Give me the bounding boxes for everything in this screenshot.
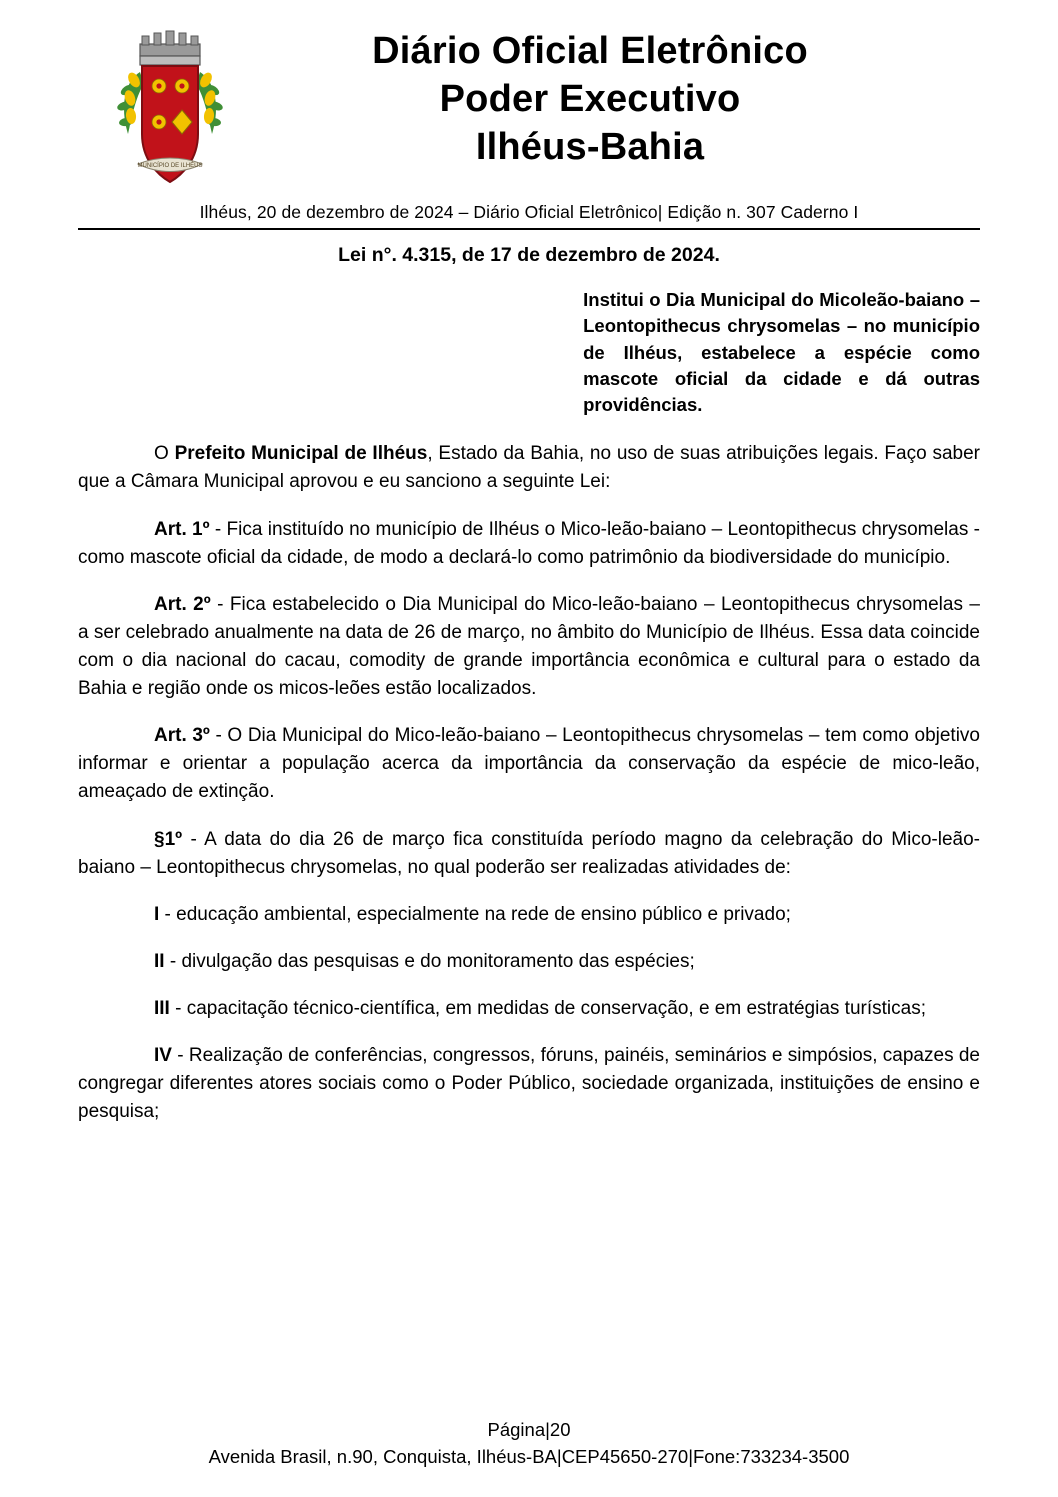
page-spacer <box>78 1126 980 1417</box>
paragraph-label: Art. 1º <box>154 518 210 540</box>
title-line-1: Diário Oficial Eletrônico <box>372 30 808 72</box>
paragraph-inciso-ii <box>78 948 980 976</box>
ementa-block <box>78 287 980 418</box>
paragraph-inciso-iii <box>78 995 980 1023</box>
paragraph-label: Prefeito Municipal de Ilhéus <box>174 443 428 465</box>
paragraph-text: - O Dia Municipal do Mico-leão-baiano – Leontopithecus chrysomelas – tem como objetivo informar e orientar a população acerca da importância da conservação da espécie de mico-leão, ameaçado de extinção. <box>78 725 980 803</box>
paragraph-text: - A data do dia 26 de março fica constituída período magno da celebração do Mico-leão-baiano – Leontopithecus chrysomelas, no qual poderão ser realizadas atividades de: <box>78 828 980 878</box>
paragraph-text: - Fica instituído no município de Ilhéus o Mico-leão-baiano – Leontopithecus chrysomelas - como mascote oficial da cidade, de modo a declará-lo como patrimônio da biodiversidade do município. <box>78 518 980 568</box>
masthead-titles <box>234 28 980 172</box>
paragraph-text: , Estado da Bahia, no uso de suas atribuições legais. Faço saber que a Câmara Municipal aprovou e eu sanciono a seguinte Lei: <box>78 443 980 493</box>
paragraph-paragrafo-1 <box>78 826 980 882</box>
paragraph-text: - Fica estabelecido o Dia Municipal do Mico-leão-baiano – Leontopithecus chrysomelas – a ser celebrado anualmente na data de 26 de março, no âmbito do Município de Ilhéus. Essa data coincide com o dia nacional do cacau, comodity de grande importância econômica e cultural para o estado da Bahia e região onde os micos-leões estão localizados. <box>78 593 980 700</box>
paragraph-text: - educação ambiental, especialmente na rede de ensino público e privado; <box>159 903 791 925</box>
paragraph-text: - Realização de conferências, congressos, fóruns, painéis, seminários e simpósios, capazes de congregar diferentes atores sociais como o Poder Público, sociedade organizada, instituições de ensino e pesquisa; <box>78 1045 980 1123</box>
title-line-2: Poder Executivo <box>439 77 741 120</box>
paragraph-inciso-iv <box>78 1042 980 1126</box>
footer-page-number: Página|20 <box>487 1419 571 1441</box>
title-line-3: Ilhéus-Bahia <box>475 125 705 168</box>
paragraph-label: Art. 3º <box>154 725 210 747</box>
paragraph-preambulo <box>78 440 980 496</box>
paragraph-label: Art. 2º <box>154 593 211 615</box>
paragraph-label: III <box>154 997 170 1019</box>
paragraph-art-2 <box>78 591 980 703</box>
law-body <box>78 440 980 1126</box>
paragraph-label: IV <box>154 1045 172 1067</box>
edition-line: Ilhéus, 20 de dezembro de 2024 – Diário Oficial Eletrônico| Edição n. 307 Caderno I <box>78 202 980 230</box>
footer-address: Avenida Brasil, n.90, Conquista, Ilhéus-BA|CEP45650-270|Fone:733234-3500 <box>208 1446 850 1468</box>
svg-text:MUNICÍPIO DE ILHÉUS: MUNICÍPIO DE ILHÉUS <box>137 163 203 169</box>
paragraph-art-1 <box>78 516 980 572</box>
page-footer <box>78 1417 980 1477</box>
paragraph-inciso-i <box>78 901 980 929</box>
ementa-text: Institui o Dia Municipal do Micoleão-baiano – Leontopithecus chrysomelas – no município de Ilhéus, estabelece a espécie como mascote oficial da cidade e dá outras providências. <box>583 289 980 416</box>
law-title: Lei n°. 4.315, de 17 de dezembro de 2024. <box>338 244 720 266</box>
coat-of-arms-icon <box>114 30 226 198</box>
paragraph-label: II <box>154 950 165 972</box>
masthead <box>78 28 980 198</box>
paragraph-art-3 <box>78 722 980 806</box>
paragraph-label: §1º <box>154 828 183 850</box>
paragraph-text: O <box>154 443 175 465</box>
paragraph-text: - capacitação técnico-científica, em medidas de conservação, e em estratégias turísticas; <box>169 997 926 1019</box>
paragraph-label: I <box>154 903 160 925</box>
paragraph-text: - divulgação das pesquisas e do monitoramento das espécies; <box>164 950 695 972</box>
